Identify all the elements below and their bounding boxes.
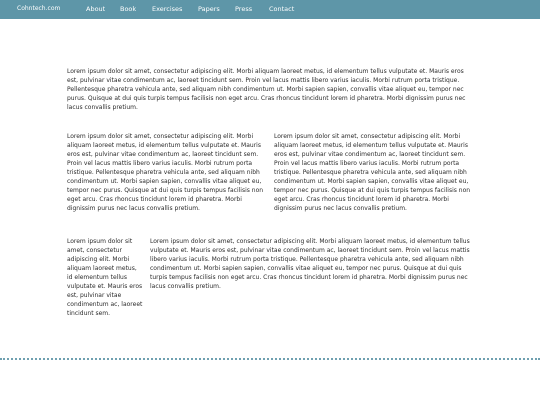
top-nav-bar (0, 0, 540, 19)
nav-link-press[interactable]: Press (235, 5, 253, 13)
main-nav (0, 5, 540, 15)
dotted-divider (0, 358, 540, 360)
nav-link-about[interactable]: About (86, 5, 106, 13)
wide-column-paragraph: Lorem ipsum dolor sit amet, consectetur adipiscing elit. Morbi aliquam laoreet metus, id elementum tellus vulputate et. Mauris eros est, pulvinar vitae condimentum ac, laoreet tincidunt sem. Proin vel lacus mattis libero varius iaculis. Morbi rutrum porta tristique. Pellentesque pharetra vehicula ante, sed aliquam nibh condimentum ut. Morbi sapien sapien, convallis vitae aliquet eu, tempor nec purus. Quisque at dui quis turpis tempus facilisis non eget arcu. Cras rhoncus tincidunt lorem id pharetra. Morbi dignissim purus nec lacus convallis pretium. (150, 238, 470, 290)
site-logo-link[interactable]: Cohntech.com (17, 5, 61, 12)
nav-link-exercises[interactable]: Exercises (152, 5, 183, 13)
right-column-paragraph: Lorem ipsum dolor sit amet, consectetur adipiscing elit. Morbi aliquam laoreet metus, id elementum tellus vulputate et. Mauris eros est, pulvinar vitae condimentum ac, laoreet tincidunt sem. Proin vel lacus mattis libero varius iaculis. Morbi rutrum porta tristique. Pellentesque pharetra vehicula ante, sed aliquam nibh condimentum ut. Morbi sapien sapien, convallis vitae aliquet eu, tempor nec purus. Quisque at dui quis turpis tempus facilisis non eget arcu. Cras rhoncus tincidunt lorem id pharetra. Morbi dignissim purus nec lacus convallis pretium. (274, 133, 471, 212)
full-width-paragraph: Lorem ipsum dolor sit amet, consectetur adipiscing elit. Morbi aliquam laoreet metus, id elementum tellus vulputate et. Mauris eros est, pulvinar vitae condimentum ac, laoreet tincidunt sem. Proin vel lacus mattis libero varius iaculis. Morbi rutrum porta tristique. Pellentesque pharetra vehicula ante, sed aliquam nibh condimentum ut. Morbi sapien sapien, convallis vitae aliquet eu, tempor nec purus. Quisque at dui quis turpis tempus facilisis non eget arcu. Cras rhoncus tincidunt lorem id pharetra. Morbi dignissim purus nec lacus convallis pretium. (67, 68, 466, 111)
nav-link-book[interactable]: Book (120, 5, 137, 13)
narrow-column-paragraph: Lorem ipsum dolor sit amet, consectetur adipiscing elit. Morbi aliquam laoreet metus, id elementum tellus vulputate et. Mauris eros est, pulvinar vitae condimentum ac, laoreet tincidunt sem. (67, 238, 143, 317)
left-column-paragraph: Lorem ipsum dolor sit amet, consectetur adipiscing elit. Morbi aliquam laoreet metus, id elementum tellus vulputate et. Mauris eros est, pulvinar vitae condimentum ac, laoreet tincidunt sem. Proin vel lacus mattis libero varius iaculis. Morbi rutrum porta tristique. Pellentesque pharetra vehicula ante, sed aliquam nibh condimentum ut. Morbi sapien sapien, convallis vitae aliquet eu, tempor nec purus. Quisque at dui quis turpis tempus facilisis non eget arcu. Cras rhoncus tincidunt lorem id pharetra. Morbi dignissim purus nec lacus convallis pretium. (67, 133, 264, 212)
nav-link-contact[interactable]: Contact (269, 5, 295, 13)
nav-link-papers[interactable]: Papers (198, 5, 220, 13)
